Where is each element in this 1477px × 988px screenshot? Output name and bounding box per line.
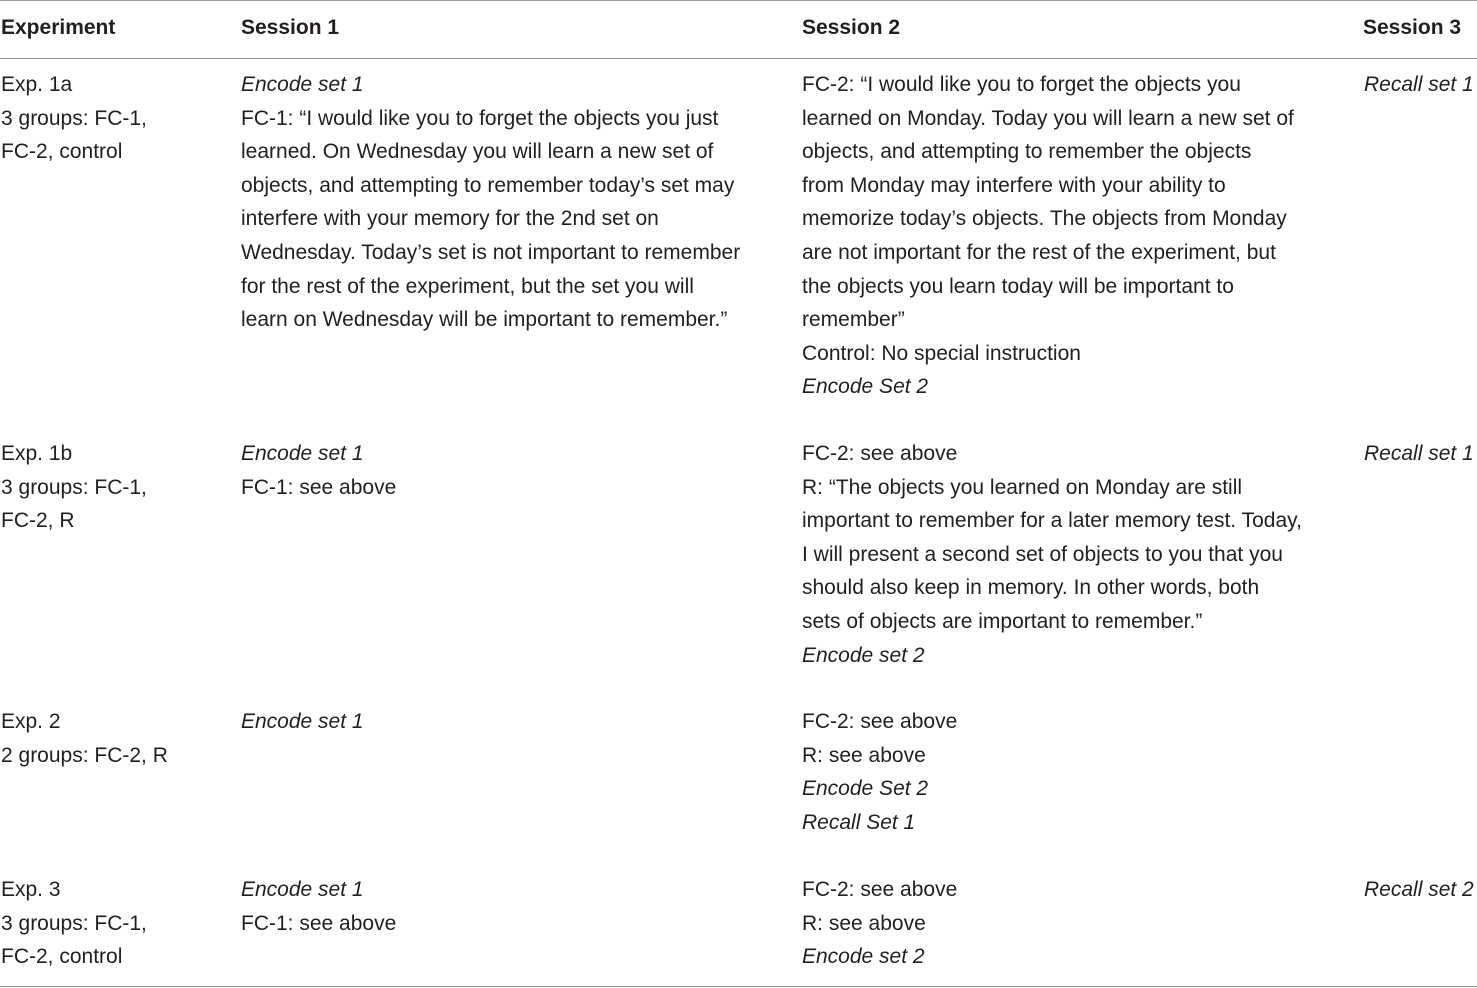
session-2-line: FC-2: see above — [802, 710, 958, 733]
session-1-cell — [241, 68, 786, 337]
session-1-line: learn on Wednesday will be important to remember.” — [241, 308, 728, 332]
session-1-cell — [241, 873, 786, 940]
experiment-line: 3 groups: FC-1, — [1, 911, 147, 935]
session-2-line: R: see above — [802, 911, 926, 935]
session-2-line: remember” — [802, 308, 905, 332]
header-session-3: Session 3 — [1363, 16, 1462, 39]
header-session-2: Session 2 — [802, 16, 901, 39]
session-2-line: Control: No special instruction — [802, 341, 1081, 365]
table-top-rule — [0, 0, 1477, 1]
experiment-cell — [1, 437, 229, 538]
session-1-line: for the rest of the experiment, but the set you will — [241, 274, 694, 298]
header-session-1: Session 1 — [241, 16, 340, 39]
session-2-line: from Monday may interfere with your ability to — [802, 173, 1226, 197]
session-2-line: sets of objects are important to remember.” — [802, 609, 1203, 633]
experiment-line: Exp. 3 — [1, 878, 61, 901]
experiment-line: 3 groups: FC-1, — [1, 106, 147, 130]
session-2-cell — [802, 437, 1342, 672]
experiment-line: FC-2, R — [1, 509, 75, 533]
session-2-line: Recall Set 1 — [802, 810, 916, 834]
session-3-line: Recall set 1 — [1364, 73, 1474, 96]
session-2-line: Encode Set 2 — [802, 375, 929, 399]
experiment-line: FC-2, control — [1, 945, 123, 969]
session-2-line: are not important for the rest of the experiment, but — [802, 240, 1276, 264]
session-1-line: Encode set 1 — [241, 710, 364, 733]
session-2-line: I will present a second set of objects to you that you — [802, 542, 1283, 566]
experiment-line: 2 groups: FC-2, R — [1, 743, 168, 767]
session-2-line: Encode set 2 — [802, 945, 925, 969]
session-2-line: FC-2: “I would like you to forget the objects you — [802, 73, 1241, 96]
session-2-cell — [802, 68, 1342, 404]
session-2-line: should also keep in memory. In other words, both — [802, 576, 1260, 600]
session-1-line: Encode set 1 — [241, 442, 364, 465]
session-1-line: Encode set 1 — [241, 878, 364, 901]
experiment-line: FC-2, control — [1, 140, 123, 164]
table-bottom-rule — [0, 986, 1477, 987]
session-2-line: Encode set 2 — [802, 643, 925, 667]
session-2-line: FC-2: see above — [802, 442, 958, 465]
session-2-line: memorize today’s objects. The objects from Monday — [802, 207, 1287, 231]
experiment-line: 3 groups: FC-1, — [1, 475, 147, 499]
session-3-cell — [1364, 68, 1477, 102]
session-1-line: Encode set 1 — [241, 73, 364, 96]
session-1-line: objects, and attempting to remember today’s set may — [241, 173, 735, 197]
experiment-line: Exp. 1a — [1, 73, 73, 96]
experiment-line: Exp. 2 — [1, 710, 61, 733]
experiment-cell — [1, 68, 229, 169]
session-2-line: learned on Monday. Today you will learn a new set of — [802, 106, 1294, 130]
session-1-cell — [241, 705, 786, 739]
session-2-line: the objects you learn today will be important to — [802, 274, 1234, 298]
session-1-line: FC-1: “I would like you to forget the objects you just — [241, 106, 719, 130]
session-1-cell — [241, 437, 786, 504]
session-1-line: learned. On Wednesday you will learn a new set of — [241, 140, 714, 164]
session-2-line: objects, and attempting to remember the objects — [802, 140, 1252, 164]
session-1-line: FC-1: see above — [241, 911, 397, 935]
session-2-line: FC-2: see above — [802, 878, 958, 901]
session-2-line: R: see above — [802, 743, 926, 767]
session-3-line: Recall set 1 — [1364, 442, 1474, 465]
session-2-cell — [802, 873, 1342, 974]
session-3-cell — [1364, 873, 1477, 907]
session-2-line: important to remember for a later memory test. Today, — [802, 509, 1302, 533]
session-2-line: Encode Set 2 — [802, 777, 929, 801]
session-1-line: FC-1: see above — [241, 475, 397, 499]
experiment-cell — [1, 873, 229, 974]
header-rule — [0, 58, 1477, 59]
session-3-cell — [1364, 437, 1477, 471]
session-2-cell — [802, 705, 1342, 839]
experiment-line: Exp. 1b — [1, 442, 73, 465]
session-2-line: R: “The objects you learned on Monday are still — [802, 475, 1243, 499]
experiment-cell — [1, 705, 229, 772]
session-3-line: Recall set 2 — [1364, 878, 1474, 901]
header-experiment: Experiment — [1, 16, 116, 39]
session-1-line: Wednesday. Today’s set is not important to remember — [241, 240, 741, 264]
session-1-line: interfere with your memory for the 2nd set on — [241, 207, 659, 231]
